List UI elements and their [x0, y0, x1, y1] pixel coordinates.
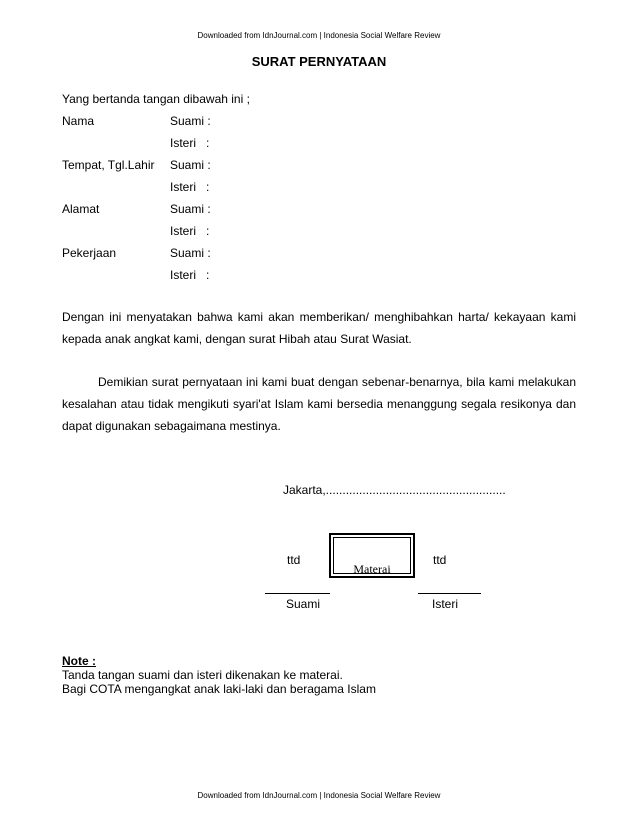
field-isteri-alamat: Isteri :: [170, 224, 210, 238]
signature-ttd-isteri: ttd: [433, 553, 447, 567]
note-label: Note :: [62, 654, 96, 668]
field-label-nama: Nama: [62, 114, 95, 128]
field-isteri-tempat-tgl-lahir: Isteri :: [170, 180, 210, 194]
field-isteri-nama: Isteri :: [170, 136, 210, 150]
download-footer: Downloaded from IdnJournal.com | Indonesia Social Welfare Review: [197, 791, 441, 800]
signature-name-suami: Suami: [286, 597, 321, 611]
materai-stamp-box: [329, 533, 415, 578]
document-title: SURAT PERNYATAAN: [251, 54, 387, 69]
field-suami-pekerjaan: Suami :: [170, 246, 211, 260]
field-label-alamat: Alamat: [62, 202, 100, 216]
field-suami-nama: Suami :: [170, 114, 211, 128]
note-line-1: Tanda tangan suami dan isteri dikenakan ke materai.: [62, 668, 343, 682]
closing-paragraph-text: Demikian surat pernyataan ini kami buat dengan sebenar-benarnya, bila kami melakukan kesalahan atau tidak mengikuti syari'at Islam kami bersedia menanggung segala resikonya dan dapat digunakan sebagaimana mestinya.: [62, 375, 576, 433]
field-label-tempat-tgl-lahir: Tempat, Tgl.Lahir: [62, 158, 155, 172]
closing-paragraph: [62, 371, 576, 437]
materai-label: Materai: [353, 562, 391, 576]
signature-ttd-suami: ttd: [287, 553, 301, 567]
signature-line-suami: [265, 593, 330, 594]
note-line-2: Bagi COTA mengangkat anak laki-laki dan beragama Islam: [62, 682, 376, 696]
field-suami-tempat-tgl-lahir: Suami :: [170, 158, 211, 172]
intro-text: Yang bertanda tangan dibawah ini ;: [62, 92, 250, 106]
field-label-pekerjaan: Pekerjaan: [62, 246, 117, 260]
statement-paragraph: Dengan ini menyatakan bahwa kami akan memberikan/ menghibahkan harta/ kekayaan kami kepada anak angkat kami, dengan surat Hibah atau Surat Wasiat.: [62, 310, 576, 346]
place-date: Jakarta,......................................................: [283, 483, 506, 497]
field-isteri-pekerjaan: Isteri :: [170, 268, 210, 282]
signature-line-isteri: [418, 593, 481, 594]
field-suami-alamat: Suami :: [170, 202, 211, 216]
signature-name-isteri: Isteri: [432, 597, 459, 611]
download-header: Downloaded from IdnJournal.com | Indonesia Social Welfare Review: [197, 31, 441, 40]
